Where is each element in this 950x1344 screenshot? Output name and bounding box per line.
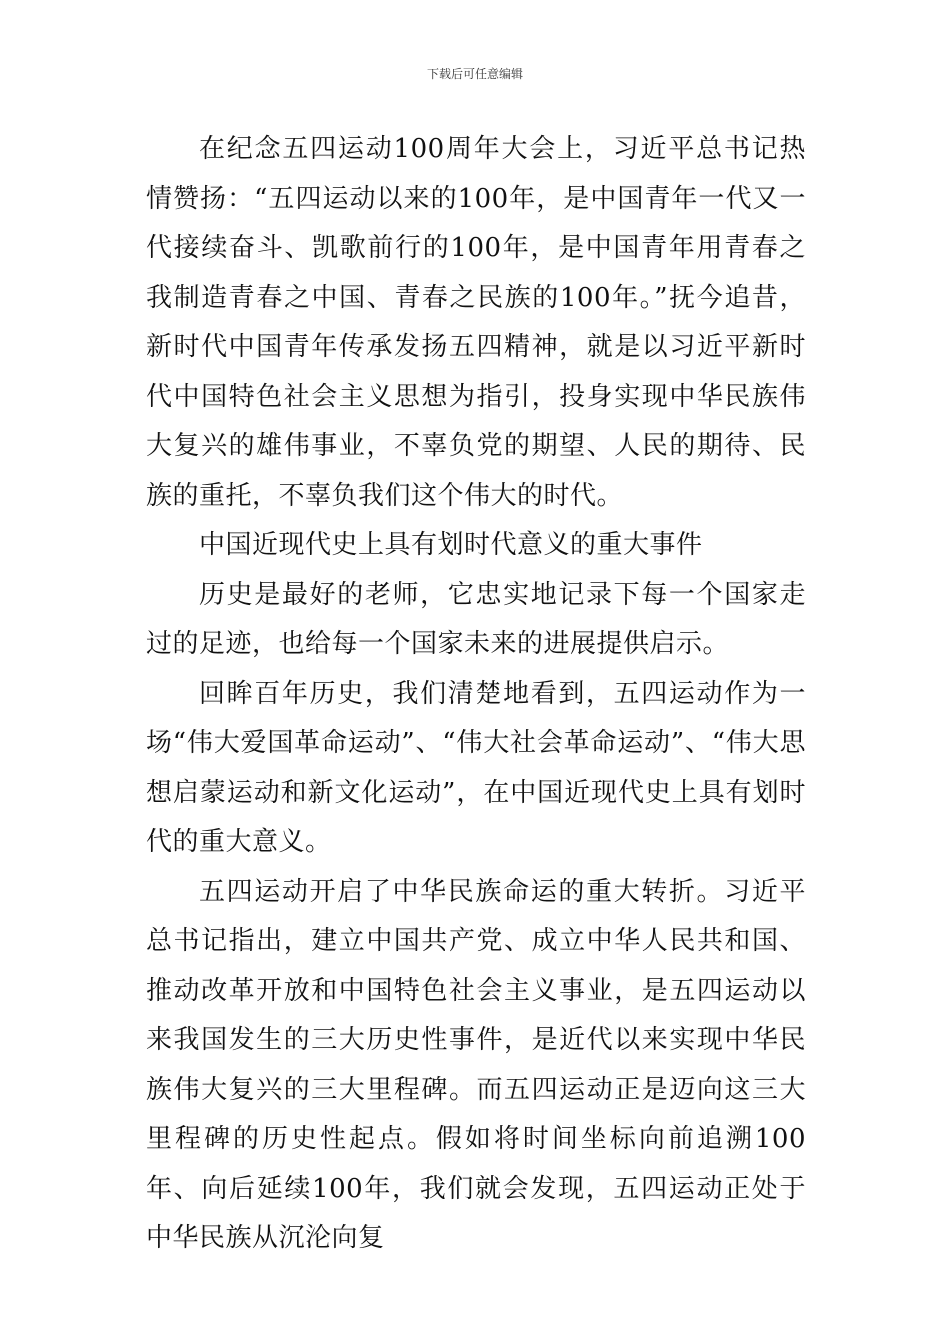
section-heading: 中国近现代史上具有划时代意义的重大事件 (199, 530, 703, 560)
paragraph-intro: 在纪念五四运动100周年大会上，习近平总书记热情赞扬：“五四运动以来的100年，是中国青年一代又一代接续奋斗、凯歌前行的100年，是中国青年用青春之我制造青春之中国、青春之民族的100年。”抚今追昔，新时代中国青年传承发扬五四精神，就是以习近平新时代中国特色社会主义思想为指引，投身实现中华民族伟大复兴的雄伟事业，不辜负党的期望、人民的期待、民族的重托，不辜负我们这个伟大的时代。 (146, 134, 806, 511)
paragraph-century-review: 回眸百年历史，我们清楚地看到，五四运动作为一场“伟大爱国革命运动”、“伟大社会革命运动”、“伟大思想启蒙运动和新文化运动”，在中国近现代史上具有划时代的重大意义。 (146, 678, 806, 857)
paragraph-history-teacher: 历史是最好的老师，它忠实地记录下每一个国家走过的足迹，也给每一个国家未来的进展提供启示。 (146, 579, 806, 659)
page-header: 下载后可任意编辑 (426, 67, 523, 81)
paragraph-turning-point: 五四运动开启了中华民族命运的重大转折。习近平总书记指出，建立中国共产党、成立中华人民共和国、推动改革开放和中国特色社会主义事业，是五四运动以来我国发生的三大历史性事件，是近代以来实现中华民族伟大复兴的三大里程碑。而五四运动正是迈向这三大里程碑的历史性起点。假如将时间坐标向前追溯100年、向后延续100年，我们就会发现，五四运动正处于中华民族从沉沦向复 (146, 876, 806, 1253)
document-body (146, 125, 806, 1264)
